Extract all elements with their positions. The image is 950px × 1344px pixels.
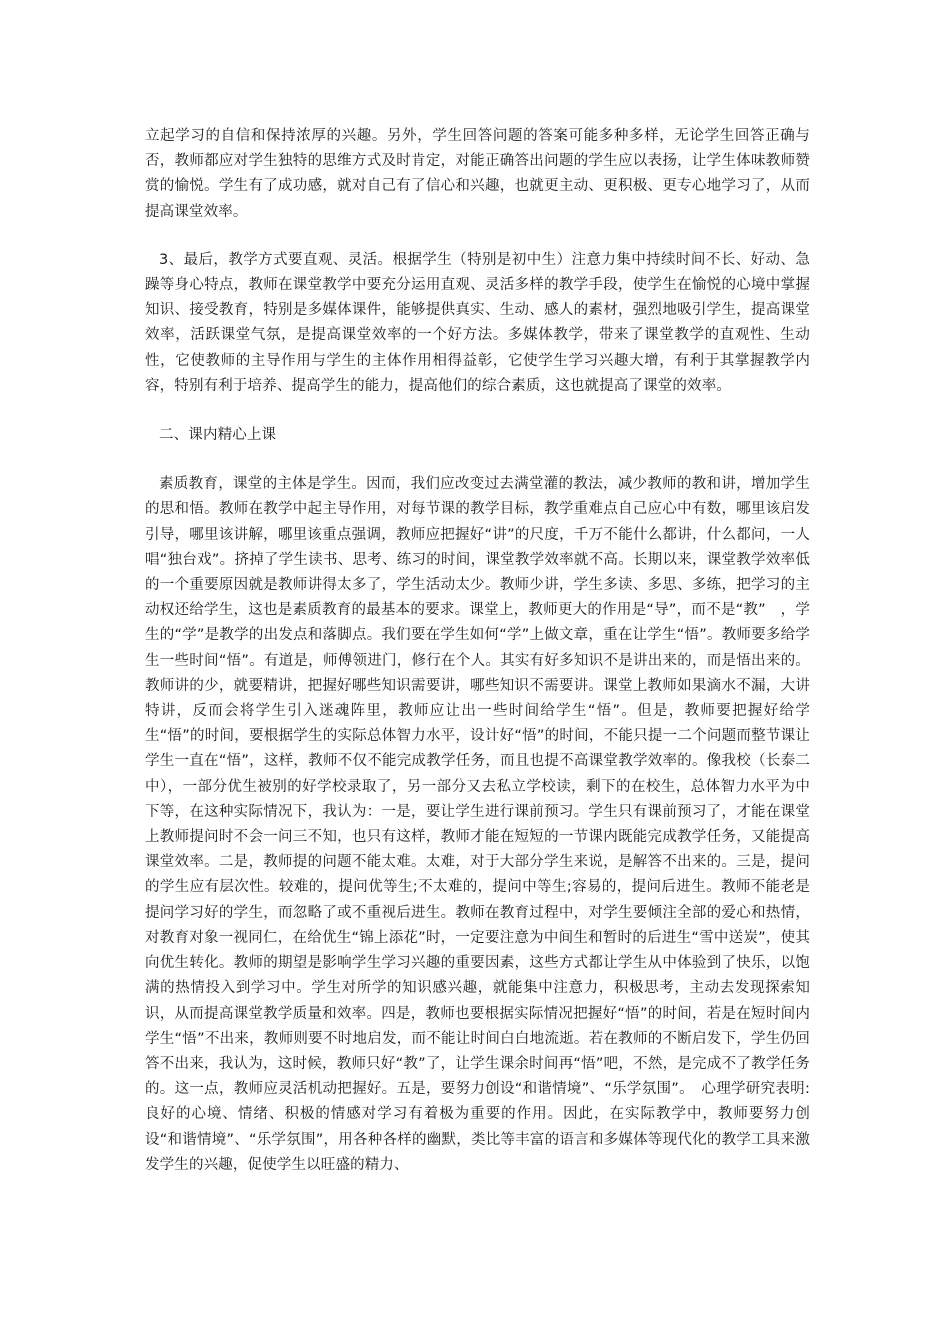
paragraph-quality-education: 素质教育，课堂的主体是学生。因而，我们应改变过去满堂灌的教法，减少教师的教和讲，增加学生的思和悟。教师在教学中起主导作用，对每节课的教学目标，教学重难点自己应心中有数，哪里该启发引导，哪里该讲解，哪里该重点强调，教师应把握好“讲”的尺度，千万不能什么都讲，什么都问，一人唱“独台戏”。挤掉了学生读书、思考、练习的时间，课堂教学效率就不高。长期以来，课堂教学效率低的一个重要原因就是教师讲得太多了，学生活动太少。教师少讲，学生多读、多思、多练，把学习的主动权还给学生，这也是素质教育的最基本的要求。课堂上，教师更大的作用是“导”，而不是“教” ，学生的“学”是教学的出发点和落脚点。我们要在学生如何“学”上做文章，重在让学生“悟”。教师要多给学生一些时间“悟”。有道是，师傅领进门，修行在个人。其实有好多知识不是讲出来的，而是悟出来的。教师讲的少，就要精讲，把握好哪些知识需要讲，哪些知识不需要讲。课堂上教师如果滴水不漏，大讲特讲，反而会将学生引入迷魂阵里，教师应让出一些时间给学生“悟”。但是，教师要把握好给学生“悟”的时间，要根据学生的实际总体智力水平，设计好“悟”的时间，不能只提一二个问题而整节课让学生一直在“悟”，这样，教师不仅不能完成教学任务，而且也提不高课堂教学效率的。像我校（长泰二中），一部分优生被别的好学校录取了，另一部分又去私立学校读，剩下的在校生，总体智力水平为中下等，在这种实际情况下，我认为：一是，要让学生进行课前预习。学生只有课前预习了，才能在课堂上教师提问时不会一问三不知，也只有这样，教师才能在短短的一节课内既能完成教学任务，又能提高课堂效率。二是，教师提的问题不能太难。太难，对于大部分学生来说，是解答不出来的。三是，提问的学生应有层次性。较难的，提问优等生;不太难的，提问中等生;容易的，提问后进生。教师不能老是提问学习好的学生，而忽略了或不重视后进生。教师在教育过程中，对学生要倾注全部的爱心和热情，对教育对象一视同仁，在给优生“锦上添花”时，一定要注意为中间生和暂时的后进生“雪中送炭”，使其向优生转化。教师的期望是影响学生学习兴趣的重要因素，这些方式都让学生从中体验到了快乐，以饱满的热情投入到学习中。学生对所学的知识感兴趣，就能集中注意力，积极思考，主动去发现探索知识，从而提高课堂教学质量和效率。四是，教师也要根据实际情况把握好“悟”的时间，若是在短时间内学生“悟”不出来，教师则要不时地启发，而不能让时间白白地流逝。若在教师的不断启发下，学生仍回答不出来，我认为，这时候，教师只好“教”了，让学生课余时间再“悟”吧，不然，是完成不了教学任务的。这一点，教师应灵活机动把握好。五是，要努力创设“和谐情境”、“乐学氛围”。 心理学研究表明:良好的心境、情绪、积极的情感对学习有着极为重要的作用。因此，在实际教学中，教师要努力创设“和谐情境”、“乐学氛围”，用各种各样的幽默，类比等丰富的语言和多媒体等现代化的教学工具来激发学生的兴趣，促使学生以旺盛的精力、 bbox=[145, 476, 810, 1173]
paragraph-continuation: 立起学习的自信和保持浓厚的兴趣。另外，学生回答问题的答案可能多种多样，无论学生回答正确与否，教师都应对学生独特的思维方式及时肯定，对能正确答出问题的学生应以表扬，让学生体味教师赞赏的愉悦。学生有了成功感，就对自己有了信心和兴趣，也就更主动、更积极、更专心地学习了，从而提高课堂效率。 bbox=[145, 128, 810, 220]
paragraph-spacer bbox=[145, 225, 810, 248]
document-body bbox=[145, 124, 810, 1178]
paragraph-spacer bbox=[145, 448, 810, 472]
paragraph-teaching-method: 3、最后，教学方式要直观、灵活。根据学生（特别是初中生）注意力集中持续时间不长、好动、急躁等身心特点，教师在课堂教学中要充分运用直观、灵活多样的教学手段，使学生在愉悦的心境中掌握知识、接受教育，特别是多媒体课件，能够提供真实、生动、感人的素材，强烈地吸引学生，提高课堂效率，活跃课堂气氛，是提高课堂效率的一个好方法。多媒体教学，带来了课堂教学的直观性、生动性，它使教师的主导作用与学生的主体作用相得益彰，它使学生学习兴趣大增，有利于其掌握教学内容，特别有利于培养、提高学生的能力，提高他们的综合素质，这也就提高了课堂的效率。 bbox=[145, 251, 810, 394]
section-heading: 二、课内精心上课 bbox=[159, 427, 277, 444]
paragraph-spacer bbox=[145, 399, 810, 423]
